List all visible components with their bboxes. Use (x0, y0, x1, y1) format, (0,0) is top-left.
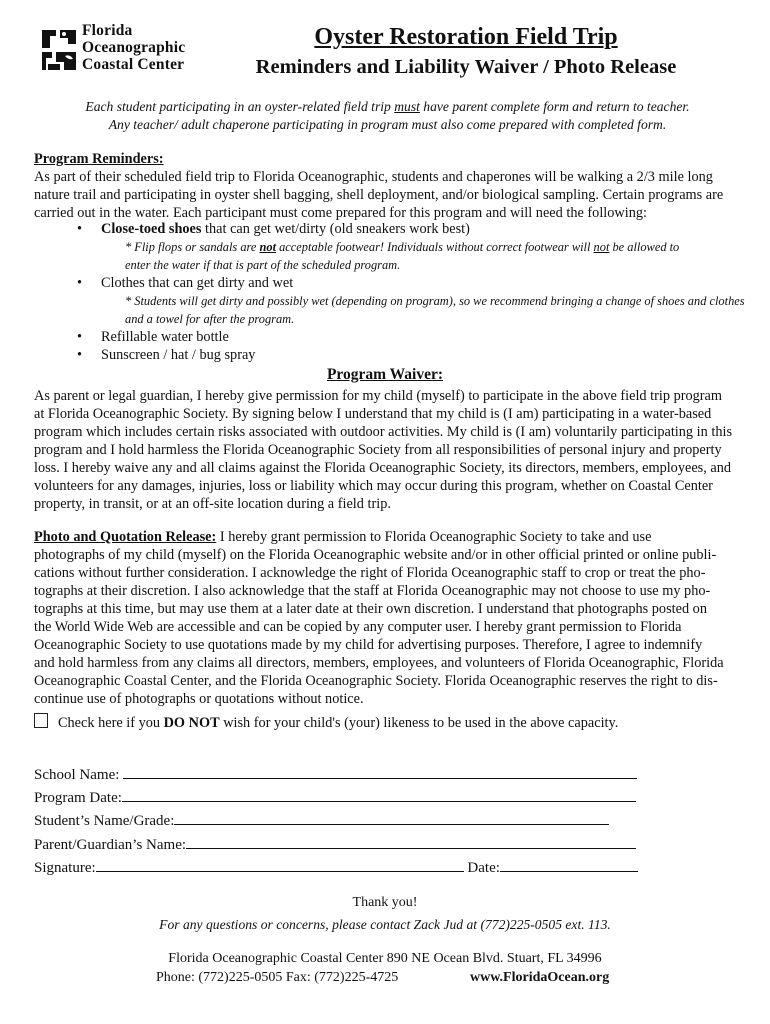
optout-text-pre: Check here if you (58, 715, 164, 731)
student-name-row (34, 809, 609, 831)
date-field[interactable] (500, 856, 638, 872)
logo-line-3: Coastal Center (82, 56, 185, 73)
photo-line: tographs at this time, but may use them at a later date at their own discretion. I understand that photographs posted on (34, 601, 707, 617)
intro-instructions (30, 98, 745, 134)
program-date-label: Program Date: (34, 790, 122, 806)
waiver-line: at Florida Oceanographic Society. By signing below I understand that my child is (I am) participating in a water-based (34, 406, 712, 422)
photo-line: continue use of photographs or quotations without notice. (34, 691, 364, 707)
photo-line: Oceanographic Coastal Center, and the Florida Oceanographic Society. Florida Oceanographic reserves the right to dis- (34, 673, 718, 689)
water-bottle-label: Refillable water bottle (101, 329, 229, 345)
parent-name-label: Parent/Guardian’s Name: (34, 837, 187, 853)
program-waiver-section (34, 387, 739, 513)
waiver-line: program and I hold harmless the Florida Oceanographic Society from all responsibilities of personal injury and property (34, 442, 722, 458)
reminders-line: As part of their scheduled field trip to Florida Oceanographic, students and chaperones will be walking a 2/3 mile long (34, 169, 713, 185)
reminders-line: carried out in the water. Each participant must come prepared for this program and will need the following: (34, 205, 647, 221)
signature-row (34, 856, 638, 878)
sunscreen-label: Sunscreen / hat / bug spray (101, 347, 256, 363)
clothes-note-line-2: and a towel for after the program. (125, 312, 295, 326)
shoes-note-text: be allowed to (609, 240, 680, 254)
photo-optout-checkbox[interactable] (34, 713, 48, 728)
bullet-icon: • (77, 329, 83, 345)
shoes-note-text: * Flip flops or sandals are (125, 240, 260, 254)
program-date-field[interactable] (122, 786, 636, 802)
photo-release-heading: Photo and Quotation Release: (34, 529, 217, 545)
school-name-field[interactable] (123, 763, 637, 779)
photo-optout-row (34, 713, 618, 733)
intro-emphasis: must (394, 99, 420, 114)
intro-line-2: Any teacher/ adult chaperone participating in program must also come prepared with completed form. (108, 117, 667, 132)
program-date-row (34, 786, 636, 808)
footer-address: Florida Oceanographic Coastal Center 890 NE Ocean Blvd. Stuart, FL 34996 (168, 951, 602, 966)
optout-text-post: wish for your child's (your) likeness to be used in the above capacity. (219, 715, 619, 731)
thank-you-text: Thank you! (352, 895, 418, 910)
program-reminders-section (34, 150, 739, 222)
photo-line: the World Wide Web are accessible and can be copied by any computer user. I hereby grant permission to Florida (34, 619, 682, 635)
list-item-shoes (77, 220, 747, 238)
bullet-icon: • (77, 347, 83, 363)
intro-line-1-post: have parent complete form and return to teacher. (419, 99, 690, 114)
student-name-field[interactable] (174, 809, 609, 825)
reminders-line: nature trail and participating in oyster shell bagging, shell deployment, and/or biological sampling. Certain programs are (34, 187, 724, 203)
logo-line-1: Florida (82, 22, 133, 39)
shoes-note-emphasis: not (593, 240, 610, 254)
clothes-label: Clothes that can get dirty and wet (101, 275, 294, 291)
photo-line: photographs of my child (myself) on the Florida Oceanographic website and/or in other official printed or online publi- (34, 547, 717, 563)
parent-name-field[interactable] (186, 833, 636, 849)
list-item-sunscreen (77, 346, 747, 364)
logo-line-2: Oceanographic (82, 39, 186, 56)
intro-line-1-pre: Each student participating in an oyster-related field trip (85, 99, 395, 114)
footer-phone-fax: Phone: (772)225-0505 Fax: (772)225-4725 (156, 970, 399, 985)
clothes-note: * Students will get dirty and possibly wet (depending on program), so we recommend bringing a change of shoes and clothes (125, 294, 745, 308)
photo-line: cations without further consideration. I acknowledge the right of Florida Oceanographic staff to crop or treat the pho- (34, 565, 706, 581)
document-title: Oyster Restoration Field Trip (314, 24, 618, 50)
list-item-clothes (77, 274, 747, 292)
shoes-note (77, 238, 747, 256)
parent-name-row (34, 833, 636, 855)
program-waiver-heading: Program Waiver: (326, 366, 444, 383)
organization-logo (38, 22, 198, 78)
photo-line: and hold harmless from any claims all directors, members, employees, and volunteers of Florida Oceanographic, Florida (34, 655, 724, 671)
waiver-line: volunteers for any damages, injuries, loss or liability which may occur during this program, whether on Coastal Center (34, 478, 713, 494)
shoes-note-emphasis: not (259, 240, 277, 254)
photo-release-first-line (34, 528, 739, 546)
bullet-icon: • (77, 221, 83, 237)
contact-text: For any questions or concerns, please contact Zack Jud at (772)225-0505 ext. 113. (159, 917, 611, 932)
photo-release-section (34, 528, 739, 708)
student-name-label: Student’s Name/Grade: (34, 813, 175, 829)
waiver-line: program which includes certain risks associated with outdoor activities. My child is (I am) voluntarily participating in this (34, 424, 733, 440)
shoes-bold-label: Close-toed shoes (101, 221, 202, 237)
shoes-note-line-2: enter the water if that is part of the scheduled program. (125, 258, 401, 272)
waiver-line: As parent or legal guardian, I hereby give permission for my child (myself) to participate in the above field trip program (34, 388, 723, 404)
shoes-note-text: acceptable footwear! Individuals without correct footwear will (276, 240, 594, 254)
reminders-list (77, 220, 747, 364)
waiver-line: property, in transit, or at an off-site location during a field trip. (34, 496, 391, 512)
document-subtitle: Reminders and Liability Waiver / Photo Release (255, 56, 677, 78)
logo-wordmark (82, 22, 185, 73)
logo-emblem-icon (38, 26, 80, 74)
photo-release-text: I hereby grant permission to Florida Oceanographic Society to take and use (216, 529, 652, 545)
signature-field[interactable] (96, 856, 464, 872)
school-name-label: School Name: (34, 767, 120, 783)
waiver-line: loss. I hereby waive any and all claims against the Florida Oceanographic Society, its directors, members, employees, and (34, 460, 732, 476)
shoes-detail: that can get wet/dirty (old sneakers work best) (201, 221, 470, 237)
school-name-row (34, 763, 637, 785)
intro-line-1 (30, 98, 745, 116)
photo-line: Oceanographic Society to use quotations made by my child for advertising purposes. Therefore, I agree to indemnify (34, 637, 703, 653)
photo-line: tographs at their discretion. I also acknowledge that the staff at Florida Oceanographic may not choose to use my pho- (34, 583, 711, 599)
optout-text-bold: DO NOT (163, 715, 220, 731)
bullet-icon: • (77, 275, 83, 291)
list-item-water-bottle (77, 328, 747, 346)
date-label: Date: (467, 860, 500, 876)
signature-label: Signature: (34, 860, 96, 876)
footer-website: www.FloridaOcean.org (470, 970, 610, 985)
program-reminders-heading: Program Reminders: (34, 151, 164, 167)
